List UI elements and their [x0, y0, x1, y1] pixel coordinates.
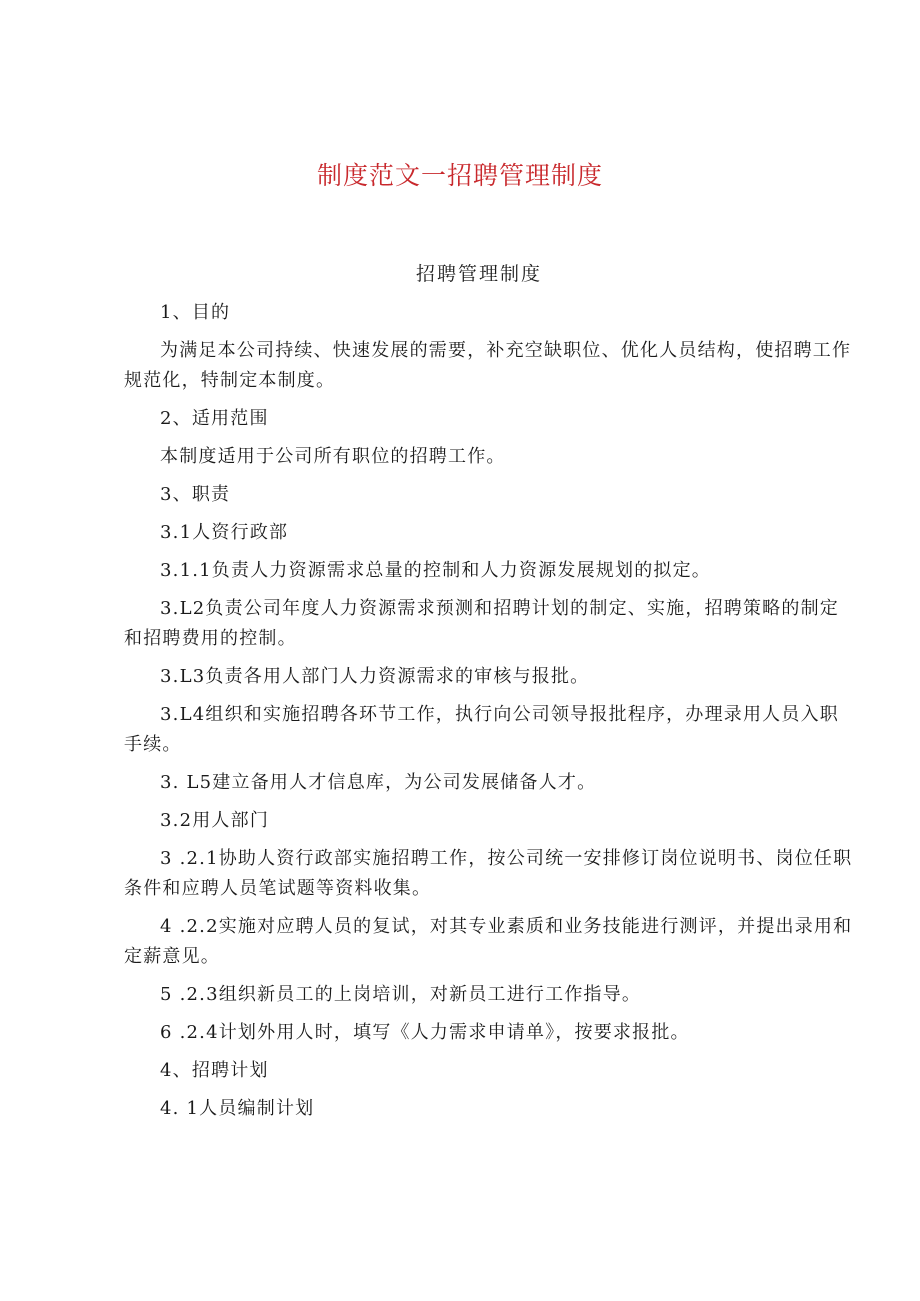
paragraph-3-1-5: 3. L5建立备用人才信息库，为公司发展储备人才。 [160, 772, 597, 793]
heading-hiring-dept: 3.2用人部门 [160, 810, 270, 831]
heading-purpose: 1、目的 [160, 302, 231, 323]
paragraph-scope: 本制度适用于公司所有职位的招聘工作。 [160, 446, 506, 467]
heading-responsibilities: 3、职责 [160, 484, 231, 505]
document-title: 制度范文一招聘管理制度 [316, 161, 603, 190]
heading-scope: 2、适用范围 [160, 408, 269, 429]
paragraph-purpose: 为满足本公司持续、快速发展的需要，补充空缺职位、优化人员结构，使招聘工作规范化，特制定本制度。 [124, 340, 852, 391]
paragraph-3-2-2: 4 .2.2实施对应聘人员的复试，对其专业素质和业务技能进行测评，并提出录用和定薪意见。 [124, 916, 853, 967]
heading-recruitment-plan: 4、招聘计划 [160, 1060, 269, 1081]
paragraph-3-2-1: 3 .2.1协助人资行政部实施招聘工作，按公司统一安排修订岗位说明书、岗位任职条件和应聘人员笔试题等资料收集。 [124, 848, 853, 899]
heading-staffing-plan: 4. 1人员编制计划 [160, 1098, 315, 1119]
section-title: 招聘管理制度 [415, 263, 542, 285]
paragraph-3-2-3: 5 .2.3组织新员工的上岗培训，对新员工进行工作指导。 [160, 984, 642, 1005]
paragraph-3-1-3: 3.L3负责各用人部门人力资源需求的审核与报批。 [160, 666, 590, 687]
paragraph-3-1-2: 3.L2负责公司年度人力资源需求预测和招聘计划的制定、实施，招聘策略的制定和招聘费用的控制。 [124, 598, 839, 649]
paragraph-3-1-1: 3.1.1负责人力资源需求总量的控制和人力资源发展规划的拟定。 [160, 560, 711, 581]
paragraph-3-1-4: 3.L4组织和实施招聘各环节工作，执行向公司领导报批程序，办理录用人员入职手续。 [124, 704, 839, 755]
heading-hr-admin: 3.1人资行政部 [160, 522, 289, 543]
document-body [124, 298, 854, 1132]
paragraph-3-2-4: 6 .2.4计划外用人时，填写《人力需求申请单》，按要求报批。 [160, 1022, 690, 1043]
